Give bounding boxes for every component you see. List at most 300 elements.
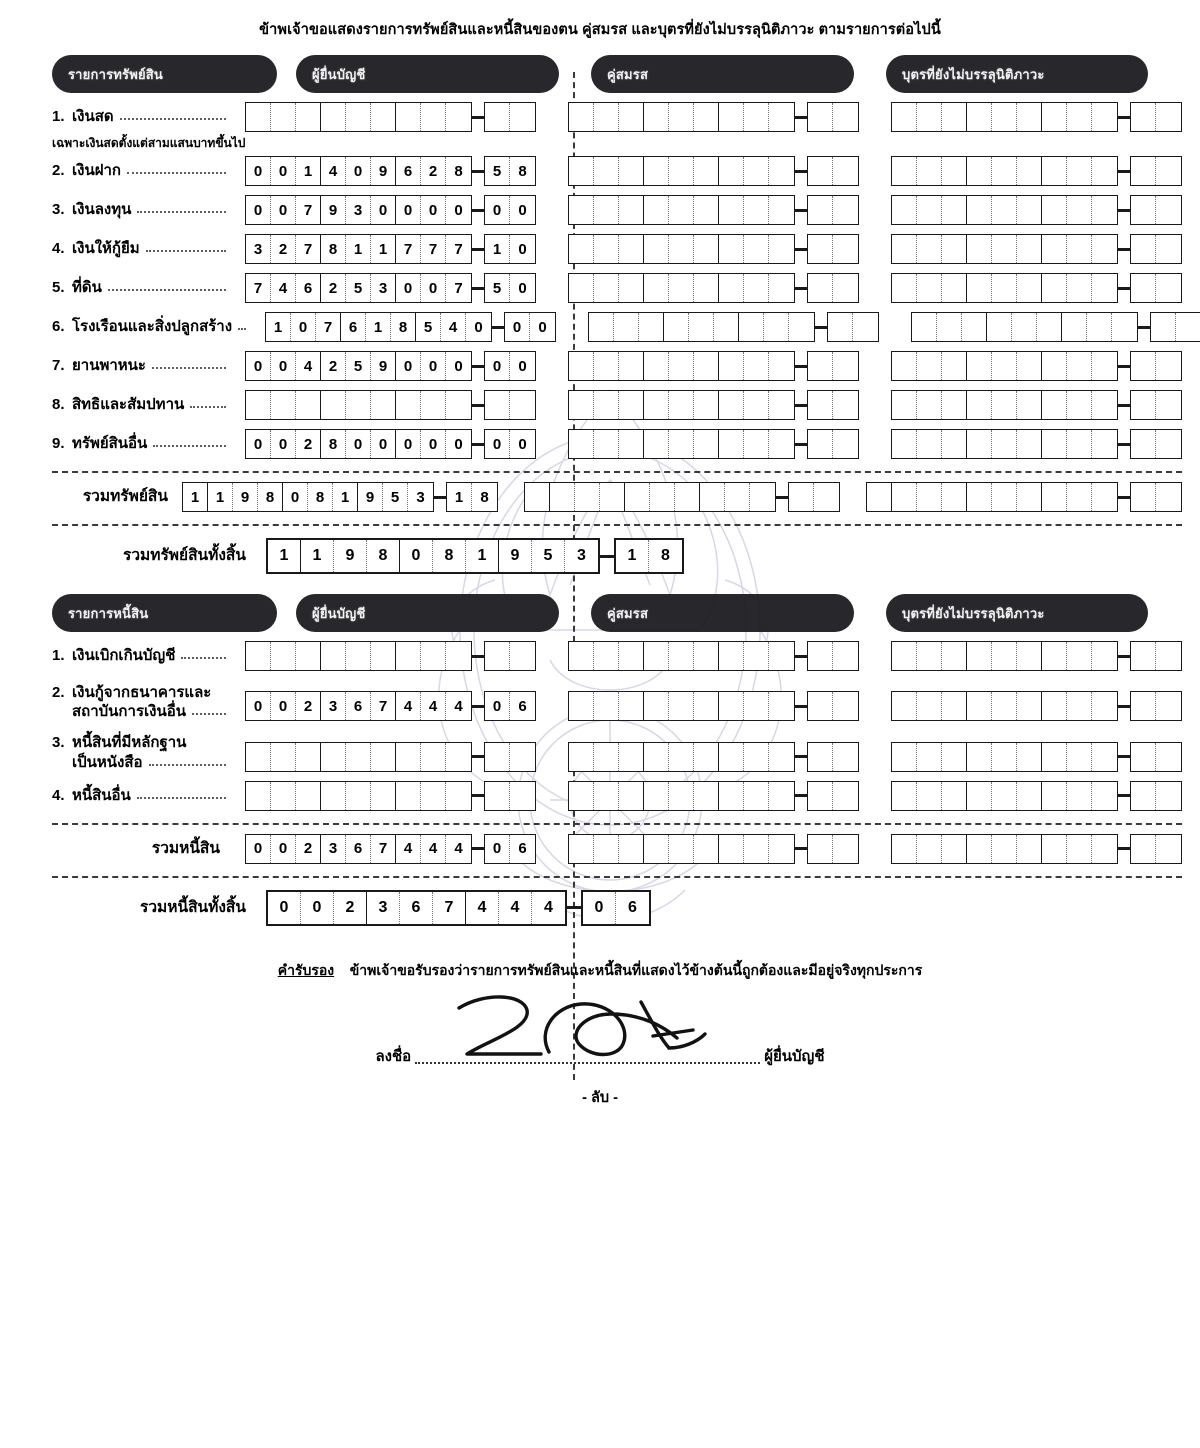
digit-cell[interactable] — [639, 313, 664, 341]
decimal-cell[interactable]: 0 — [505, 313, 530, 341]
asset-child-decimal[interactable] — [1130, 195, 1182, 225]
asset-spouse-amount[interactable] — [568, 102, 795, 132]
digit-cell[interactable]: 4 — [271, 274, 296, 302]
asset-child-decimal[interactable] — [1130, 234, 1182, 264]
digit-cell[interactable] — [619, 391, 644, 419]
digit-cell[interactable] — [917, 352, 942, 380]
decimal-cell[interactable] — [1131, 352, 1156, 380]
asset-filer-decimal[interactable] — [484, 351, 536, 381]
digit-cell[interactable] — [346, 782, 371, 810]
decimal-cell[interactable] — [833, 196, 858, 224]
asset-child-decimal[interactable] — [1150, 312, 1200, 342]
digit-cell[interactable]: 8 — [258, 483, 283, 511]
digit-cell[interactable] — [1067, 352, 1092, 380]
digit-cell[interactable] — [669, 743, 694, 771]
digit-cell[interactable] — [1012, 313, 1037, 341]
decimal-cell[interactable] — [1156, 835, 1181, 863]
digit-cell[interactable] — [1112, 313, 1137, 341]
digit-cell[interactable] — [967, 103, 992, 131]
digit-cell[interactable]: 7 — [371, 692, 396, 720]
digit-cell[interactable] — [992, 692, 1017, 720]
liability-child-amount[interactable] — [891, 641, 1118, 671]
digit-cell[interactable] — [594, 692, 619, 720]
digit-cell[interactable] — [1092, 782, 1117, 810]
digit-cell[interactable] — [1017, 391, 1042, 419]
digit-cell[interactable]: 6 — [346, 835, 371, 863]
digit-cell[interactable] — [346, 103, 371, 131]
decimal-cell[interactable] — [808, 391, 833, 419]
digit-cell[interactable]: 8 — [454, 162, 463, 180]
digit-cell[interactable] — [569, 157, 594, 185]
digit-cell[interactable] — [1042, 196, 1067, 224]
asset-filer-decimal[interactable] — [504, 312, 556, 342]
digit-cell[interactable] — [644, 692, 669, 720]
digit-cell[interactable] — [1017, 274, 1042, 302]
digit-cell[interactable] — [892, 274, 917, 302]
digit-cell[interactable] — [769, 391, 794, 419]
digit-cell[interactable] — [446, 782, 471, 810]
digit-cell[interactable] — [669, 235, 694, 263]
asset-child-amount[interactable] — [891, 351, 1118, 381]
digit-cell[interactable]: 0 — [396, 274, 421, 302]
digit-cell[interactable] — [967, 430, 992, 458]
digit-cell[interactable] — [569, 352, 594, 380]
decimal-cell[interactable] — [1156, 430, 1181, 458]
digit-cell[interactable]: 2 — [271, 235, 296, 263]
digit-cell[interactable] — [594, 196, 619, 224]
decimal-cell[interactable] — [1156, 103, 1181, 131]
digit-cell[interactable] — [371, 391, 396, 419]
digit-cell[interactable] — [719, 391, 744, 419]
digit-cell[interactable]: 4 — [454, 697, 463, 715]
digit-cell[interactable] — [1017, 196, 1042, 224]
asset-filer-decimal[interactable] — [484, 390, 536, 420]
digit-cell[interactable] — [619, 782, 644, 810]
digit-cell[interactable] — [992, 642, 1017, 670]
decimal-cell[interactable]: 5 — [485, 274, 510, 302]
digit-cell[interactable] — [1037, 313, 1062, 341]
digit-cell[interactable] — [569, 782, 594, 810]
digit-cell[interactable] — [942, 642, 967, 670]
digit-cell[interactable] — [744, 391, 769, 419]
digit-cell[interactable]: 0 — [268, 892, 301, 924]
digit-cell[interactable] — [917, 391, 942, 419]
digit-cell[interactable] — [719, 692, 744, 720]
liability-child-amount[interactable] — [891, 691, 1118, 721]
digit-cell[interactable]: 2 — [321, 274, 346, 302]
digit-cell[interactable] — [937, 313, 962, 341]
asset-child-amount[interactable] — [891, 429, 1118, 459]
digit-cell[interactable] — [594, 235, 619, 263]
digit-cell[interactable] — [321, 743, 346, 771]
decimal-cell[interactable] — [814, 483, 839, 511]
asset-child-amount[interactable] — [891, 195, 1118, 225]
asset-spouse-amount[interactable] — [568, 351, 795, 381]
digit-cell[interactable]: 3 — [246, 235, 271, 263]
decimal-cell[interactable] — [808, 235, 833, 263]
digit-cell[interactable]: 9 — [334, 540, 367, 572]
decimal-cell[interactable] — [1156, 782, 1181, 810]
digit-cell[interactable] — [992, 103, 1017, 131]
asset-filer-decimal[interactable] — [484, 273, 536, 303]
digit-cell[interactable] — [917, 782, 942, 810]
digit-cell[interactable] — [644, 103, 669, 131]
digit-cell[interactable] — [719, 274, 744, 302]
digit-cell[interactable] — [569, 391, 594, 419]
decimal-cell[interactable] — [808, 157, 833, 185]
asset-child-amount[interactable] — [891, 273, 1118, 303]
digit-cell[interactable] — [619, 235, 644, 263]
digit-cell[interactable] — [1092, 352, 1117, 380]
liability-spouse-decimal[interactable] — [807, 781, 859, 811]
digit-cell[interactable] — [694, 692, 719, 720]
digit-cell[interactable]: 0 — [271, 430, 296, 458]
asset-spouse-amount[interactable] — [568, 273, 795, 303]
decimal-cell[interactable] — [833, 274, 858, 302]
digit-cell[interactable] — [992, 235, 1017, 263]
decimal-cell[interactable] — [1131, 483, 1156, 511]
digit-cell[interactable] — [296, 642, 321, 670]
decimal-cell[interactable]: 1 — [485, 235, 510, 263]
digit-cell[interactable] — [769, 235, 794, 263]
digit-cell[interactable] — [446, 391, 471, 419]
digit-cell[interactable] — [246, 743, 271, 771]
digit-cell[interactable] — [619, 352, 644, 380]
digit-cell[interactable]: 1 — [301, 540, 334, 572]
asset-spouse-amount[interactable] — [568, 390, 795, 420]
asset-spouse-decimal[interactable] — [807, 156, 859, 186]
asset-filer-amount[interactable] — [245, 429, 472, 459]
digit-cell[interactable] — [594, 352, 619, 380]
digit-cell[interactable]: 0 — [246, 430, 271, 458]
decimal-cell[interactable] — [833, 430, 858, 458]
digit-cell[interactable] — [1042, 391, 1067, 419]
digit-cell[interactable] — [694, 196, 719, 224]
digit-cell[interactable] — [296, 391, 321, 419]
digit-cell[interactable]: 0 — [421, 430, 446, 458]
liability-child-decimal[interactable] — [1130, 641, 1182, 671]
digit-cell[interactable] — [664, 313, 689, 341]
digit-cell[interactable] — [912, 313, 937, 341]
decimal-cell[interactable] — [789, 483, 814, 511]
digit-cell[interactable] — [421, 782, 446, 810]
digit-cell[interactable] — [992, 743, 1017, 771]
decimal-cell[interactable]: 1 — [447, 483, 472, 511]
digit-cell[interactable] — [321, 103, 346, 131]
asset-filer-decimal[interactable] — [484, 156, 536, 186]
digit-cell[interactable] — [594, 430, 619, 458]
digit-cell[interactable] — [644, 835, 669, 863]
digit-cell[interactable] — [719, 352, 744, 380]
digit-cell[interactable]: 3 — [346, 196, 371, 224]
decimal-cell[interactable] — [1131, 157, 1156, 185]
digit-cell[interactable]: 2 — [296, 835, 321, 863]
digit-cell[interactable] — [644, 782, 669, 810]
digit-cell[interactable] — [917, 483, 942, 511]
digit-cell[interactable] — [669, 274, 694, 302]
digit-cell[interactable] — [1042, 835, 1067, 863]
digit-cell[interactable] — [589, 313, 614, 341]
digit-cell[interactable] — [594, 157, 619, 185]
digit-cell[interactable]: 0 — [396, 196, 421, 224]
digit-cell[interactable] — [992, 352, 1017, 380]
digit-cell[interactable] — [1017, 430, 1042, 458]
digit-cell[interactable] — [619, 103, 644, 131]
digit-cell[interactable] — [644, 391, 669, 419]
digit-cell[interactable] — [744, 642, 769, 670]
decimal-cell[interactable]: 0 — [518, 279, 527, 297]
digit-cell[interactable]: 1 — [266, 313, 291, 341]
digit-cell[interactable] — [1017, 835, 1042, 863]
digit-cell[interactable] — [694, 352, 719, 380]
digit-cell[interactable] — [739, 313, 764, 341]
digit-cell[interactable] — [892, 391, 917, 419]
digit-cell[interactable]: 0 — [346, 430, 371, 458]
decimal-cell[interactable] — [833, 157, 858, 185]
digit-cell[interactable] — [719, 157, 744, 185]
digit-cell[interactable] — [644, 235, 669, 263]
digit-cell[interactable] — [346, 642, 371, 670]
digit-cell[interactable] — [725, 483, 750, 511]
decimal-cell[interactable]: 8 — [518, 162, 527, 180]
asset-child-decimal[interactable] — [1130, 390, 1182, 420]
digit-cell[interactable] — [569, 103, 594, 131]
asset-spouse-decimal[interactable] — [807, 102, 859, 132]
digit-cell[interactable] — [1067, 743, 1092, 771]
digit-cell[interactable]: 9 — [321, 196, 346, 224]
digit-cell[interactable] — [575, 483, 600, 511]
digit-cell[interactable]: 1 — [183, 483, 208, 511]
decimal-cell[interactable] — [1156, 196, 1181, 224]
digit-cell[interactable] — [1067, 391, 1092, 419]
digit-cell[interactable] — [694, 835, 719, 863]
digit-cell[interactable] — [1092, 274, 1117, 302]
digit-cell[interactable]: 0 — [246, 352, 271, 380]
digit-cell[interactable] — [917, 274, 942, 302]
digit-cell[interactable] — [675, 483, 700, 511]
digit-cell[interactable] — [917, 430, 942, 458]
digit-cell[interactable]: 0 — [291, 313, 316, 341]
liability-child-amount[interactable] — [891, 781, 1118, 811]
digit-cell[interactable] — [1092, 196, 1117, 224]
digit-cell[interactable] — [744, 430, 769, 458]
decimal-cell[interactable] — [833, 352, 858, 380]
digit-cell[interactable]: 0 — [421, 274, 446, 302]
digit-cell[interactable] — [1067, 157, 1092, 185]
digit-cell[interactable] — [296, 743, 321, 771]
digit-cell[interactable] — [271, 391, 296, 419]
digit-cell[interactable] — [769, 196, 794, 224]
digit-cell[interactable]: 4 — [421, 692, 446, 720]
digit-cell[interactable]: 2 — [296, 430, 321, 458]
decimal-cell[interactable]: 0 — [485, 352, 510, 380]
asset-spouse-decimal[interactable] — [827, 312, 879, 342]
digit-cell[interactable] — [700, 483, 725, 511]
digit-cell[interactable] — [694, 103, 719, 131]
digit-cell[interactable]: 0 — [454, 435, 463, 453]
liabilities-total-spouse-decimal[interactable] — [807, 834, 859, 864]
asset-child-decimal[interactable] — [1130, 351, 1182, 381]
decimal-cell[interactable]: 0 — [538, 318, 547, 336]
digit-cell[interactable] — [1042, 274, 1067, 302]
digit-cell[interactable] — [719, 743, 744, 771]
digit-cell[interactable] — [992, 196, 1017, 224]
asset-child-amount[interactable] — [891, 390, 1118, 420]
digit-cell[interactable] — [1042, 235, 1067, 263]
digit-cell[interactable] — [600, 483, 625, 511]
digit-cell[interactable] — [446, 743, 471, 771]
digit-cell[interactable] — [1017, 692, 1042, 720]
asset-child-decimal[interactable] — [1130, 156, 1182, 186]
decimal-cell[interactable] — [1156, 483, 1181, 511]
digit-cell[interactable] — [892, 743, 917, 771]
digit-cell[interactable] — [917, 692, 942, 720]
liability-spouse-decimal[interactable] — [807, 691, 859, 721]
digit-cell[interactable] — [619, 196, 644, 224]
asset-filer-decimal[interactable] — [484, 102, 536, 132]
digit-cell[interactable]: 4 — [396, 692, 421, 720]
digit-cell[interactable] — [719, 782, 744, 810]
liability-filer-amount[interactable] — [245, 742, 472, 772]
liability-filer-decimal[interactable] — [484, 641, 536, 671]
digit-cell[interactable] — [967, 743, 992, 771]
decimal-cell[interactable] — [1131, 835, 1156, 863]
digit-cell[interactable] — [719, 835, 744, 863]
digit-cell[interactable]: 0 — [396, 352, 421, 380]
asset-child-amount[interactable] — [891, 102, 1118, 132]
digit-cell[interactable]: 2 — [421, 157, 446, 185]
digit-cell[interactable] — [942, 430, 967, 458]
decimal-cell[interactable] — [1131, 274, 1156, 302]
asset-child-decimal[interactable] — [1130, 273, 1182, 303]
digit-cell[interactable] — [619, 157, 644, 185]
digit-cell[interactable]: 9 — [233, 483, 258, 511]
decimal-cell[interactable] — [808, 642, 833, 670]
asset-filer-decimal[interactable] — [484, 195, 536, 225]
decimal-cell[interactable] — [1156, 157, 1181, 185]
liabilities-total-spouse-amount[interactable] — [568, 834, 795, 864]
digit-cell[interactable] — [371, 782, 396, 810]
digit-cell[interactable]: 4 — [321, 157, 346, 185]
digit-cell[interactable] — [246, 782, 271, 810]
digit-cell[interactable]: 3 — [367, 892, 400, 924]
digit-cell[interactable] — [669, 835, 694, 863]
digit-cell[interactable] — [1092, 391, 1117, 419]
assets-total-spouse-amount[interactable] — [524, 482, 776, 512]
digit-cell[interactable] — [744, 352, 769, 380]
decimal-cell[interactable] — [833, 391, 858, 419]
digit-cell[interactable]: 0 — [246, 196, 271, 224]
digit-cell[interactable] — [321, 642, 346, 670]
decimal-cell[interactable] — [808, 103, 833, 131]
digit-cell[interactable]: 4 — [466, 892, 499, 924]
digit-cell[interactable]: 2 — [296, 692, 321, 720]
digit-cell[interactable] — [1067, 274, 1092, 302]
digit-cell[interactable] — [942, 235, 967, 263]
digit-cell[interactable] — [967, 642, 992, 670]
asset-filer-amount[interactable] — [245, 273, 472, 303]
digit-cell[interactable]: 5 — [383, 483, 408, 511]
asset-spouse-amount[interactable] — [568, 234, 795, 264]
digit-cell[interactable] — [669, 642, 694, 670]
decimal-cell[interactable] — [510, 642, 535, 670]
digit-cell[interactable]: 8 — [367, 540, 400, 572]
digit-cell[interactable] — [1092, 103, 1117, 131]
digit-cell[interactable] — [769, 782, 794, 810]
digit-cell[interactable] — [967, 157, 992, 185]
digit-cell[interactable] — [867, 483, 892, 511]
asset-spouse-decimal[interactable] — [807, 351, 859, 381]
digit-cell[interactable]: 0 — [346, 157, 371, 185]
digit-cell[interactable] — [1042, 430, 1067, 458]
digit-cell[interactable]: 7 — [454, 279, 463, 297]
digit-cell[interactable] — [992, 835, 1017, 863]
digit-cell[interactable] — [371, 103, 396, 131]
digit-cell[interactable] — [992, 157, 1017, 185]
digit-cell[interactable] — [296, 103, 321, 131]
decimal-cell[interactable] — [853, 313, 878, 341]
digit-cell[interactable] — [1092, 642, 1117, 670]
digit-cell[interactable] — [992, 483, 1017, 511]
digit-cell[interactable] — [917, 157, 942, 185]
digit-cell[interactable] — [892, 352, 917, 380]
decimal-cell[interactable] — [1131, 196, 1156, 224]
digit-cell[interactable] — [769, 103, 794, 131]
asset-filer-decimal[interactable] — [484, 234, 536, 264]
digit-cell[interactable]: 0 — [371, 430, 396, 458]
digit-cell[interactable] — [421, 642, 446, 670]
digit-cell[interactable] — [625, 483, 650, 511]
digit-cell[interactable]: 0 — [371, 196, 396, 224]
digit-cell[interactable] — [396, 642, 421, 670]
decimal-cell[interactable]: 0 — [518, 435, 527, 453]
asset-spouse-amount[interactable] — [588, 312, 815, 342]
digit-cell[interactable]: 0 — [271, 196, 296, 224]
decimal-cell[interactable] — [1156, 692, 1181, 720]
asset-filer-amount[interactable] — [245, 102, 472, 132]
digit-cell[interactable]: 0 — [271, 352, 296, 380]
digit-cell[interactable] — [669, 196, 694, 224]
digit-cell[interactable] — [892, 196, 917, 224]
digit-cell[interactable] — [594, 835, 619, 863]
digit-cell[interactable] — [346, 743, 371, 771]
liabilities-total-child-decimal[interactable] — [1130, 834, 1182, 864]
decimal-cell[interactable] — [808, 196, 833, 224]
digit-cell[interactable] — [421, 743, 446, 771]
digit-cell[interactable] — [1067, 835, 1092, 863]
digit-cell[interactable] — [569, 743, 594, 771]
digit-cell[interactable] — [1067, 782, 1092, 810]
digit-cell[interactable] — [892, 692, 917, 720]
digit-cell[interactable]: 9 — [371, 157, 396, 185]
liability-child-amount[interactable] — [891, 742, 1118, 772]
digit-cell[interactable] — [744, 743, 769, 771]
digit-cell[interactable]: 7 — [296, 235, 321, 263]
digit-cell[interactable] — [789, 313, 814, 341]
decimal-cell[interactable] — [808, 274, 833, 302]
digit-cell[interactable] — [271, 743, 296, 771]
digit-cell[interactable] — [769, 430, 794, 458]
signature-line[interactable] — [415, 1061, 760, 1064]
digit-cell[interactable] — [992, 391, 1017, 419]
assets-grand-total-amount[interactable] — [266, 538, 600, 574]
digit-cell[interactable] — [744, 782, 769, 810]
digit-cell[interactable] — [669, 157, 694, 185]
decimal-cell[interactable] — [485, 103, 510, 131]
digit-cell[interactable] — [892, 157, 917, 185]
digit-cell[interactable] — [744, 274, 769, 302]
digit-cell[interactable] — [917, 642, 942, 670]
